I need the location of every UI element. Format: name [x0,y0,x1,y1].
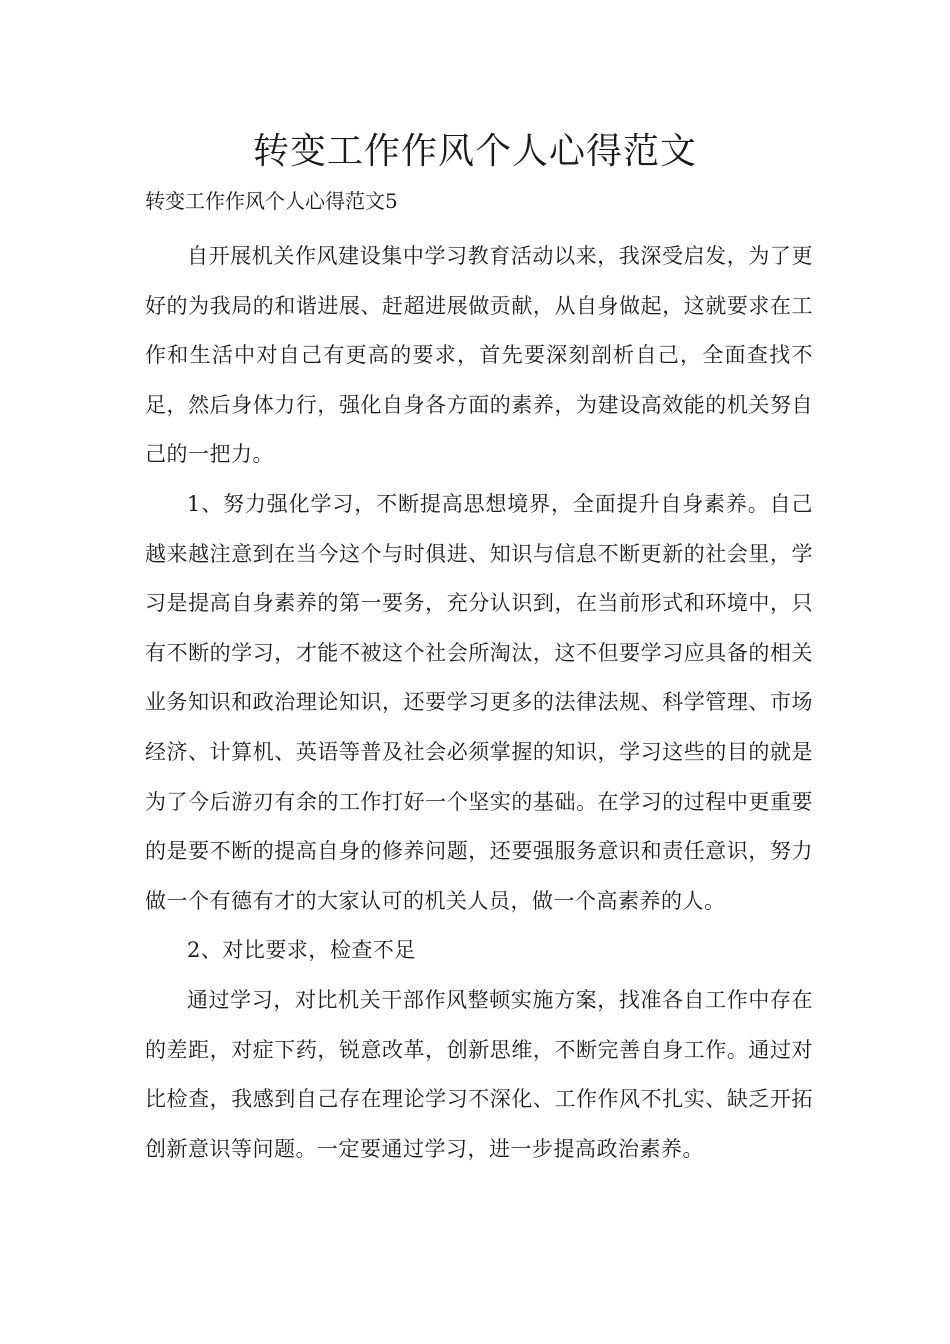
paragraph-intro: 自开展机关作风建设集中学习教育活动以来，我深受启发，为了更好的为我局的和谐进展、赶超进展做贡献，从自身做起，这就要求在工作和生活中对自己有更高的要求，首先要深刻剖析自己，全面查找不足，然后身体力行，强化自身各方面的素养，为建设高效能的机关努自己的一把力。 [145,244,813,467]
document-title: 转变工作作风个人心得范文 [252,131,697,172]
document-subtitle: 转变工作作风个人心得范文5 [145,189,398,213]
paragraph-point-2: 通过学习，对比机关干部作风整顿实施方案，找准各自工作中存在的差距，对症下药，锐意改革，创新思维，不断完善自身工作。通过对比检查，我感到自己存在理论学习不深化、工作作风不扎实、缺乏开拓创新意识等问题。一定要通过学习，进一步提高政治素养。 [145,987,813,1161]
document-body [145,232,813,1174]
paragraph-heading-2: 2、对比要求，检查不足 [187,938,416,963]
paragraph-point-1: 1、努力强化学习，不断提高思想境界，全面提升自身素养。自己越来越注意到在当今这个与时俱进、知识与信息不断更新的社会里，学习是提高自身素养的第一要务，充分认识到，在当前形式和环境中，只有不断的学习，才能不被这个社会所淘汰，这不但要学习应具备的相关业务知识和政治理论知识，还要学习更多的法律法规、科学管理、市场经济、计算机、英语等普及社会必须掌握的知识，学习这些的目的就是为了今后游刃有余的工作打好一个坚实的基础。在学习的过程中更重要的是要不断的提高自身的修养问题，还要强服务意识和责任意识，努力做一个有德有才的大家认可的机关人员，做一个高素养的人。 [145,491,813,913]
